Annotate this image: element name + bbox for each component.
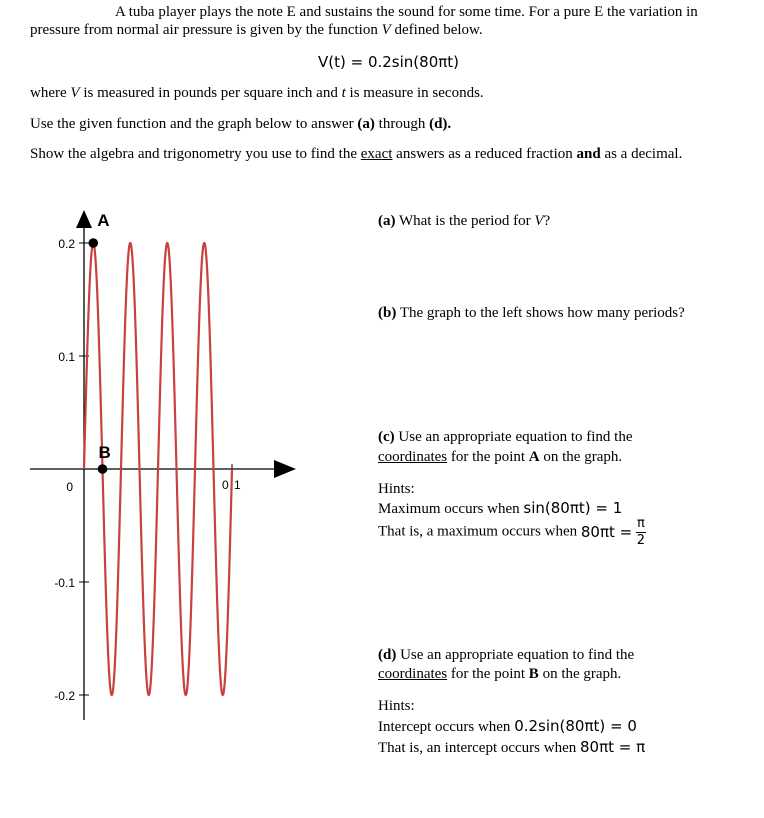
question-d-hint-2: That is, an intercept occurs when 80πt = π: [378, 738, 646, 756]
point-b: [98, 464, 108, 474]
show-work-line: Show the algebra and trigonometry you use to find the exact answers as a reduced fraction and as a decimal.: [30, 146, 683, 162]
units-sentence: where V is measured in pounds per square inch and t is measure in seconds.: [30, 85, 484, 101]
question-d-line-1: (d) Use an appropriate equation to find the: [378, 647, 635, 663]
point-a-label: A: [97, 211, 110, 230]
question-c-line-2: coordinates for the point A on the graph.: [378, 449, 623, 465]
function-equation: V(t) = 0.2sin(80πt): [318, 53, 459, 71]
x-tick-label-0.1: 0.1: [222, 478, 242, 492]
question-c-hint-2: That is, a maximum occurs when 80πt = $\frac{\pi}{2}$: [378, 516, 646, 548]
point-a: [88, 238, 98, 248]
x-axis-arrow: [274, 460, 296, 478]
intro-line-1: A tuba player plays the note E and sustains the sound for some time. For a pure E the variation in: [115, 4, 698, 20]
question-c-hint-1: Maximum occurs when sin(80πt) = 1: [378, 499, 623, 517]
question-c-line-1: (c) Use an appropriate equation to find the: [378, 429, 633, 445]
sine-graph: [0, 0, 380, 818]
pi-over-two-fraction: $\frac{\pi}{2}$: [636, 516, 646, 548]
y-axis-arrow: [76, 210, 92, 228]
question-d-hint-1: Intercept occurs when 0.2sin(80πt) = 0: [378, 717, 637, 735]
question-d-hints-label: Hints:: [378, 698, 415, 714]
y-tick-label-0.1: 0.1: [58, 350, 75, 364]
y-tick-label-0: 0: [66, 480, 73, 494]
question-d-line-2: coordinates for the point B on the graph.: [378, 666, 622, 682]
question-c-hints-label: Hints:: [378, 481, 415, 497]
point-b-label: B: [98, 443, 111, 462]
y-tick-label-minus-0.1: -0.1: [54, 576, 75, 590]
question-a: (a) What is the period for V?: [378, 213, 551, 229]
y-tick-label-0.2: 0.2: [58, 237, 75, 251]
y-tick-label-minus-0.2: -0.2: [54, 689, 75, 703]
question-b: (b) The graph to the left shows how many periods?: [378, 305, 685, 321]
intro-line-2: pressure from normal air pressure is given by the function V defined below.: [30, 22, 483, 38]
instructions-line: Use the given function and the graph below to answer (a) through (d).: [30, 116, 452, 132]
